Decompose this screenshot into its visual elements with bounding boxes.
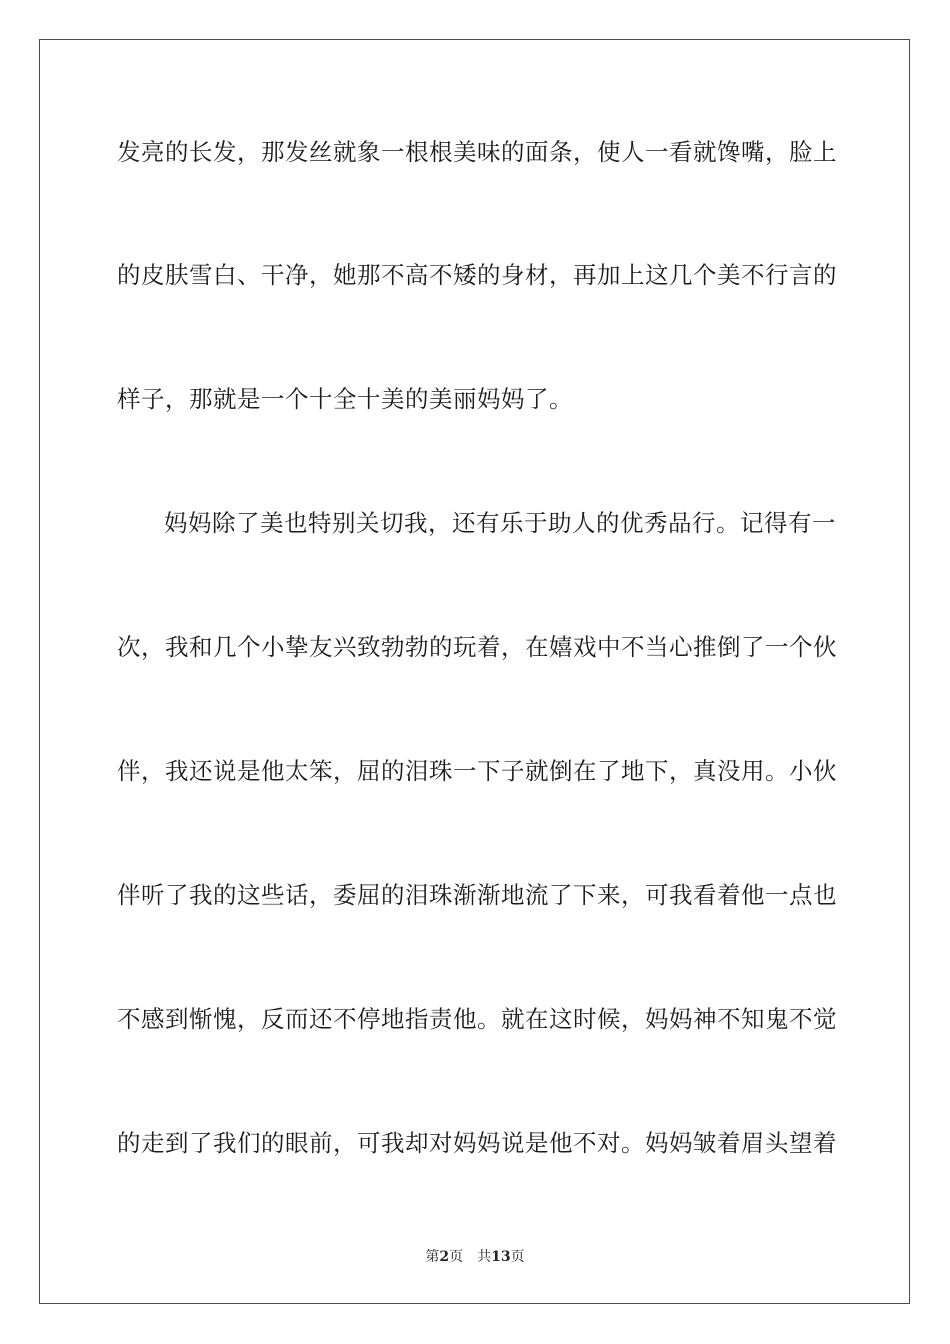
text-line-8: 不感到惭愧，反而还不停地指责他。就在这时候，妈妈神不知鬼不觉 <box>117 1005 837 1033</box>
page-number: 2 <box>439 1249 450 1265</box>
total-suffix: 页 <box>510 1249 525 1265</box>
page-prefix: 第 <box>425 1249 440 1265</box>
text-line-7: 伴听了我的这些话，委屈的泪珠渐渐地流了下来，可我看着他一点也 <box>117 881 837 909</box>
total-prefix: 共 <box>477 1249 492 1265</box>
text-line-3: 样子，那就是一个十全十美的美丽妈妈了。 <box>117 385 573 413</box>
page-footer <box>0 1248 950 1266</box>
total-pages: 13 <box>491 1249 511 1265</box>
text-line-5: 次，我和几个小挚友兴致勃勃的玩着，在嬉戏中不当心推倒了一个伙 <box>117 633 837 661</box>
page-border <box>39 39 910 1304</box>
text-line-9: 的走到了我们的眼前，可我却对妈妈说是他不对。妈妈皱着眉头望着 <box>117 1129 837 1157</box>
text-line-6: 伴，我还说是他太笨，屈的泪珠一下子就倒在了地下，真没用。小伙 <box>117 757 837 785</box>
text-line-2: 的皮肤雪白、干净，她那不高不矮的身材，再加上这几个美不行言的 <box>117 261 837 289</box>
text-line-1: 发亮的长发，那发丝就象一根根美味的面条，使人一看就馋嘴，脸上 <box>117 138 837 166</box>
page-suffix: 页 <box>449 1249 464 1265</box>
text-line-4: 妈妈除了美也特别关切我，还有乐于助人的优秀品行。记得有一 <box>164 509 836 537</box>
